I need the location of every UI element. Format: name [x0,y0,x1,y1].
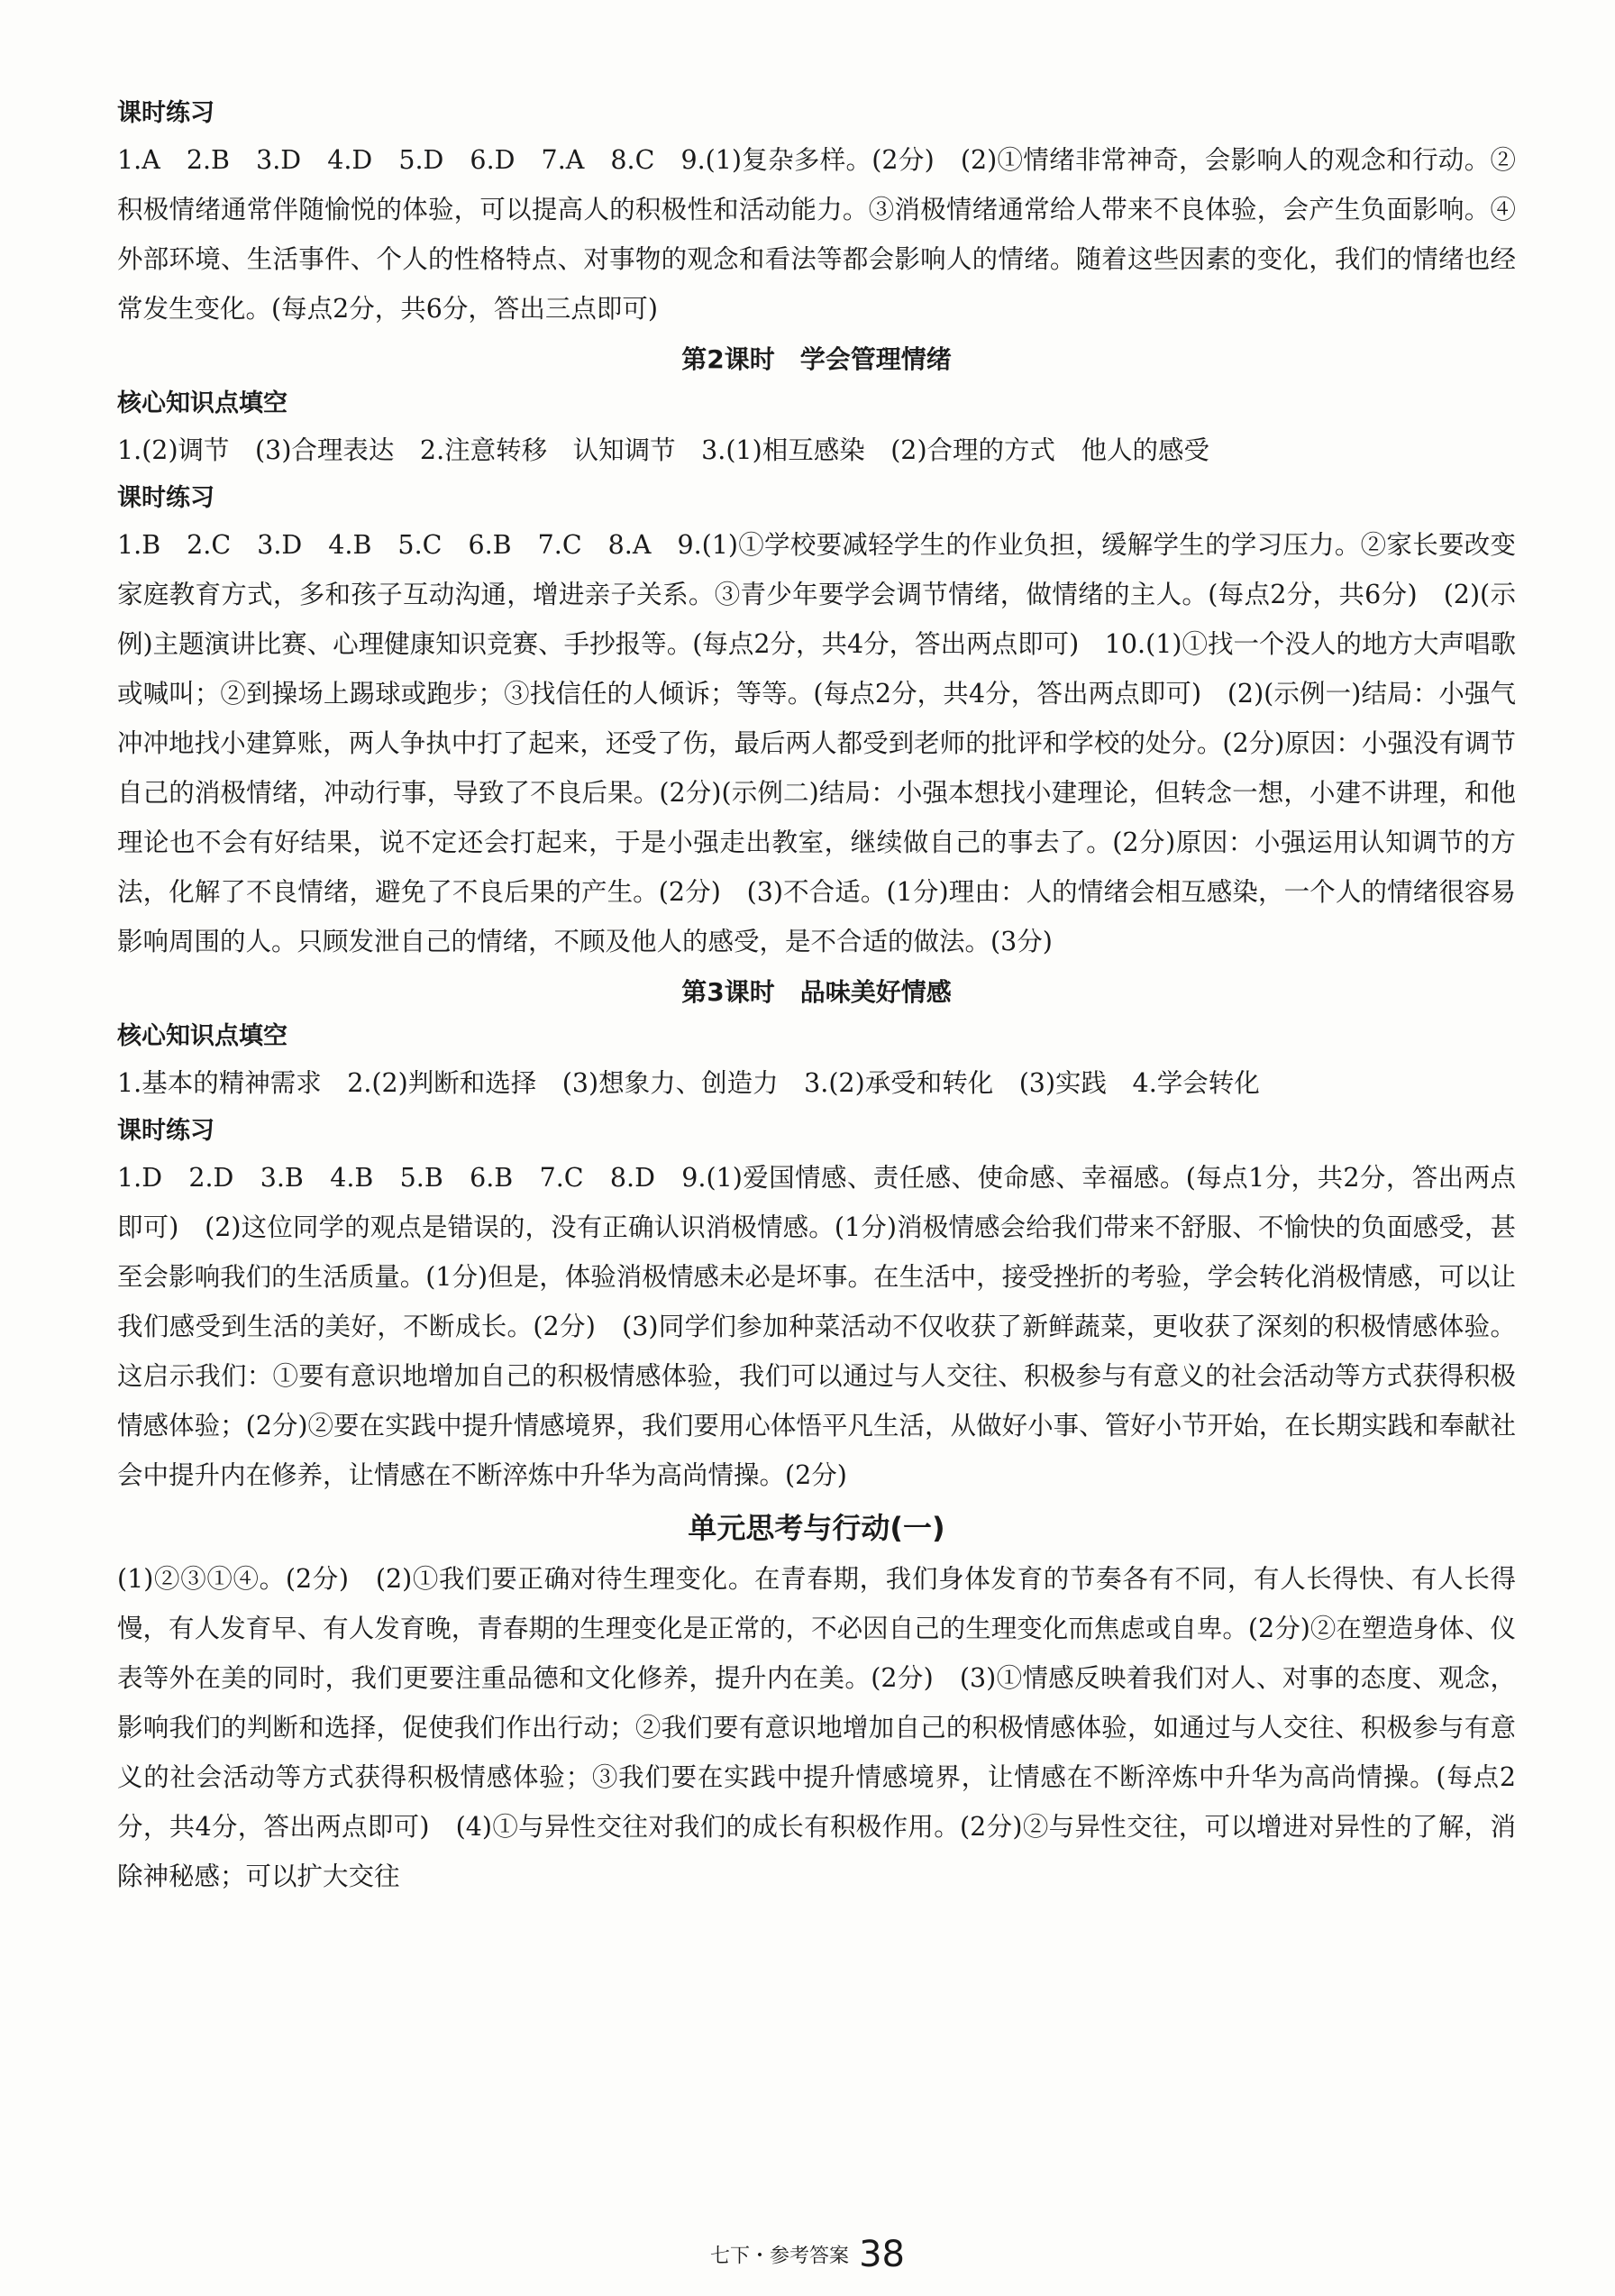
unit-title: 单元思考与行动(一) [688,1511,945,1545]
footer-label: 七下・参考答案 [709,2245,849,2268]
answer-paragraph: 1.(2)调节 (3)合理表达 2.注意转移 认知调节 3.(1)相互感染 (2)合理的方式 他人的感受 [117,435,1210,465]
section-heading: 课时练习 [117,484,214,512]
section-heading: 核心知识点填空 [117,1022,287,1050]
section-heading: 课时练习 [117,1117,214,1145]
answer-page [117,90,1516,1901]
answer-paragraph: 1.D 2.D 3.B 4.B 5.B 6.B 7.C 8.D 9.(1)爱国情感、责任感、使命感、幸福感。(每点1分，共2分，答出两点即可) (2)这位同学的观点是错误的，没有正确认识消极情感。(1分)消极情感会给我们带来不舒服、不愉快的负面感受，甚至会影响我们的生活质量。(1分)但是，体验消极情感未必是坏事。在生活中，接受挫折的考验，学会转化消极情感，可以让我们感受到生活的美好，不断成长。(2分) (3)同学们参加种菜活动不仅收获了新鲜蔬菜，更收获了深刻的积极情感体验。这启示我们：①要有意识地增加自己的积极情感体验，我们可以通过与人交往、积极参与有意义的社会活动等方式获得积极情感体验；(2分)②要在实践中提升情感境界，我们要用心体悟平凡生活，从做好小事、管好小节开始，在长期实践和奉献社会中提升内在修养，让情感在不断淬炼中升华为高尚情操。(2分) [117,1163,1516,1490]
lesson-title: 第3课时 品味美好情感 [681,977,952,1007]
page-footer [0,2234,1615,2275]
page-number: 38 [859,2234,905,2275]
answer-paragraph: 1.A 2.B 3.D 4.D 5.D 6.D 7.A 8.C 9.(1)复杂多样。(2分) (2)①情绪非常神奇，会影响人的观念和行动。②积极情绪通常伴随愉悦的体验，可以提高人的积极性和活动能力。③消极情绪通常给人带来不良体验，会产生负面影响。④外部环境、生活事件、个人的性格特点、对事物的观念和看法等都会影响人的情绪。随着这些因素的变化，我们的情绪也经常发生变化。(每点2分，共6分，答出三点即可) [117,145,1516,324]
section-heading: 课时练习 [117,99,214,127]
answer-paragraph: 1.B 2.C 3.D 4.B 5.C 6.B 7.C 8.A 9.(1)①学校要减轻学生的作业负担，缓解学生的学习压力。②家长要改变家庭教育方式，多和孩子互动沟通，增进亲子关系。③青少年要学会调节情绪，做情绪的主人。(每点2分，共6分) (2)(示例)主题演讲比赛、心理健康知识竞赛、手抄报等。(每点2分，共4分，答出两点即可) 10.(1)①找一个没人的地方大声唱歌或喊叫；②到操场上踢球或跑步；③找信任的人倾诉；等等。(每点2分，共4分，答出两点即可) (2)(示例一)结局：小强气冲冲地找小建算账，两人争执中打了起来，还受了伤，最后两人都受到老师的批评和学校的处分。(2分)原因：小强没有调节自己的消极情绪，冲动行事，导致了不良后果。(2分)(示例二)结局：小强本想找小建理论，但转念一想，小建不讲理，和他理论也不会有好结果，说不定还会打起来，于是小强走出教室，继续做自己的事去了。(2分)原因：小强运用认知调节的方法，化解了不良情绪，避免了不良后果的产生。(2分) (3)不合适。(1分)理由：人的情绪会相互感染，一个人的情绪很容易影响周围的人。只顾发泄自己的情绪，不顾及他人的感受，是不合适的做法。(3分) [117,530,1516,956]
answer-paragraph: 1.基本的精神需求 2.(2)判断和选择 (3)想象力、创造力 3.(2)承受和转化 (3)实践 4.学会转化 [117,1068,1260,1098]
section-heading: 核心知识点填空 [117,389,287,417]
lesson-title: 第2课时 学会管理情绪 [681,344,952,374]
answer-paragraph: (1)②③①④。(2分) (2)①我们要正确对待生理变化。在青春期，我们身体发育的节奏各有不同，有人长得快、有人长得慢，有人发育早、有人发育晚，青春期的生理变化是正常的，不必因自己的生理变化而焦虑或自卑。(2分)②在塑造身体、仪表等外在美的同时，我们更要注重品德和文化修养，提升内在美。(2分) (3)①情感反映着我们对人、对事的态度、观念，影响我们的判断和选择，促使我们作出行动；②我们要有意识地增加自己的积极情感体验，如通过与人交往、积极参与有意义的社会活动等方式获得积极情感体验；③我们要在实践中提升情感境界，让情感在不断淬炼中升华为高尚情操。(每点2分，共4分，答出两点即可) (4)①与异性交往对我们的成长有积极作用。(2分)②与异性交往，可以增进对异性的了解，消除神秘感；可以扩大交往 [117,1564,1516,1891]
